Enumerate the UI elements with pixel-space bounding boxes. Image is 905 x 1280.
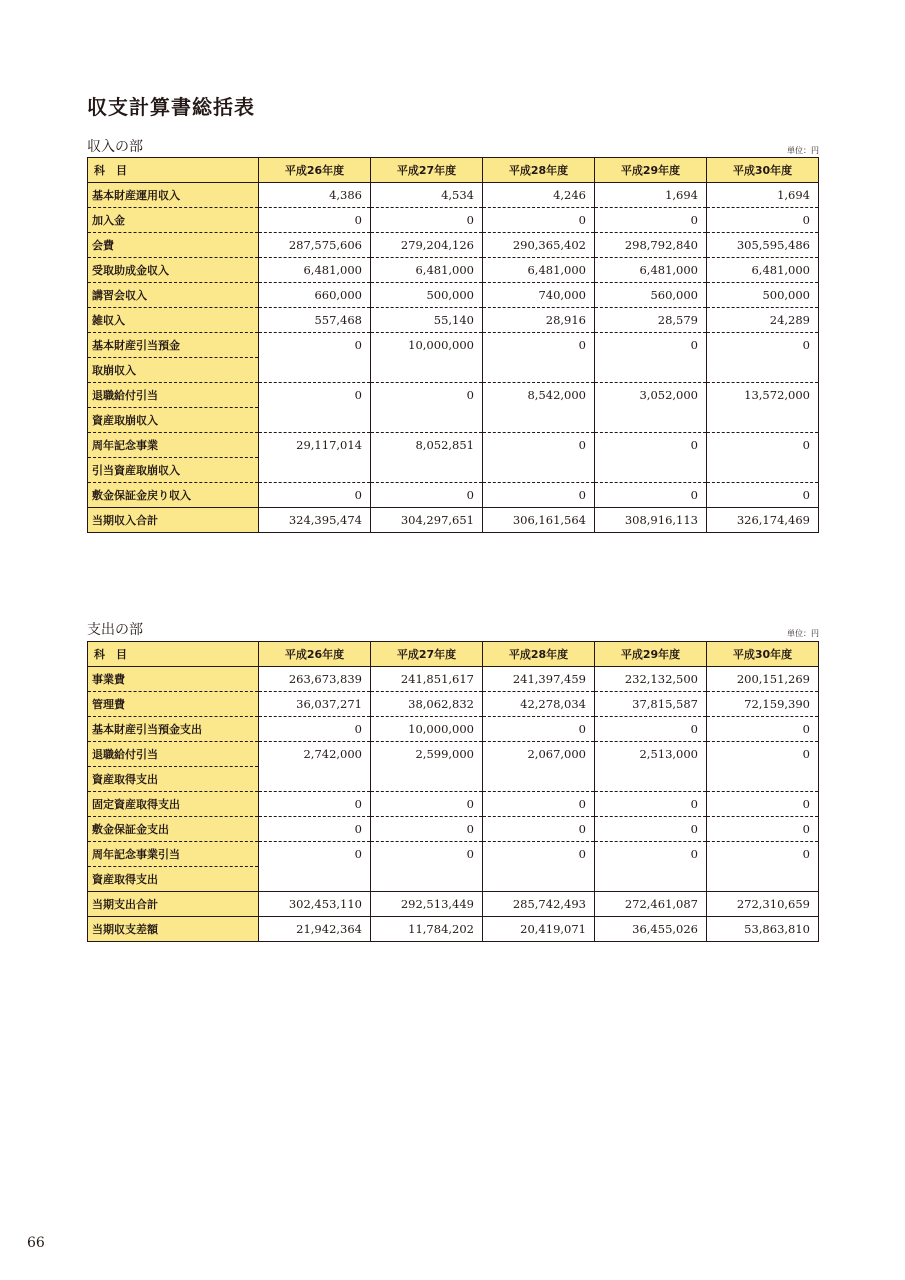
value-cell: 241,397,459 bbox=[483, 667, 595, 692]
value-cell: 0 bbox=[595, 208, 707, 233]
value-cell: 0 bbox=[483, 483, 595, 508]
value-cell: 298,792,840 bbox=[595, 233, 707, 258]
row-label: 敷金保証金支出 bbox=[88, 817, 259, 842]
value-cell bbox=[371, 767, 483, 792]
value-cell: 0 bbox=[483, 333, 595, 358]
year-header: 平成30年度 bbox=[707, 158, 819, 183]
total-value-cell: 306,161,564 bbox=[483, 508, 595, 533]
value-cell: 2,599,000 bbox=[371, 742, 483, 767]
value-cell: 29,117,014 bbox=[259, 433, 371, 458]
value-cell bbox=[259, 867, 371, 892]
year-header: 平成30年度 bbox=[707, 642, 819, 667]
value-cell: 263,673,839 bbox=[259, 667, 371, 692]
total-row bbox=[88, 508, 819, 533]
value-cell: 0 bbox=[483, 433, 595, 458]
value-cell: 279,204,126 bbox=[371, 233, 483, 258]
value-cell: 0 bbox=[259, 383, 371, 408]
value-cell bbox=[595, 458, 707, 483]
balance-value-cell: 11,784,202 bbox=[371, 917, 483, 942]
value-cell: 6,481,000 bbox=[483, 258, 595, 283]
value-cell: 0 bbox=[259, 717, 371, 742]
row-label: 受取助成金収入 bbox=[88, 258, 259, 283]
value-cell: 0 bbox=[259, 333, 371, 358]
table-row bbox=[88, 458, 819, 483]
value-cell: 0 bbox=[259, 817, 371, 842]
value-cell: 0 bbox=[707, 717, 819, 742]
balance-value-cell: 53,863,810 bbox=[707, 917, 819, 942]
row-label: 基本財産運用収入 bbox=[88, 183, 259, 208]
value-cell bbox=[259, 408, 371, 433]
year-header: 平成28年度 bbox=[483, 642, 595, 667]
total-label: 当期支出合計 bbox=[88, 892, 259, 917]
row-label: 周年記念事業 bbox=[88, 433, 259, 458]
value-cell bbox=[707, 767, 819, 792]
value-cell: 37,815,587 bbox=[595, 692, 707, 717]
value-cell: 0 bbox=[595, 333, 707, 358]
value-cell: 1,694 bbox=[595, 183, 707, 208]
value-cell bbox=[371, 458, 483, 483]
value-cell bbox=[595, 408, 707, 433]
total-value-cell: 326,174,469 bbox=[707, 508, 819, 533]
value-cell bbox=[259, 458, 371, 483]
table-row bbox=[88, 233, 819, 258]
value-cell: 0 bbox=[371, 383, 483, 408]
value-cell: 0 bbox=[707, 208, 819, 233]
value-cell: 0 bbox=[707, 792, 819, 817]
page-title: 収支計算書総括表 bbox=[87, 95, 255, 119]
row-label: 引当資産取崩収入 bbox=[88, 458, 259, 483]
value-cell: 200,151,269 bbox=[707, 667, 819, 692]
value-cell bbox=[707, 408, 819, 433]
row-label: 雑収入 bbox=[88, 308, 259, 333]
income-table bbox=[87, 157, 819, 533]
value-cell: 2,513,000 bbox=[595, 742, 707, 767]
expense-table bbox=[87, 641, 819, 942]
total-value-cell: 272,461,087 bbox=[595, 892, 707, 917]
total-value-cell: 304,297,651 bbox=[371, 508, 483, 533]
value-cell: 500,000 bbox=[707, 283, 819, 308]
value-cell: 6,481,000 bbox=[595, 258, 707, 283]
value-cell: 10,000,000 bbox=[371, 717, 483, 742]
value-cell: 0 bbox=[371, 817, 483, 842]
table-row bbox=[88, 867, 819, 892]
value-cell: 72,159,390 bbox=[707, 692, 819, 717]
value-cell: 0 bbox=[371, 208, 483, 233]
value-cell: 0 bbox=[707, 742, 819, 767]
table-row bbox=[88, 433, 819, 458]
value-cell: 560,000 bbox=[595, 283, 707, 308]
balance-row bbox=[88, 917, 819, 942]
row-label: 会費 bbox=[88, 233, 259, 258]
value-cell: 0 bbox=[371, 483, 483, 508]
table-row bbox=[88, 383, 819, 408]
value-cell: 6,481,000 bbox=[707, 258, 819, 283]
value-cell: 0 bbox=[595, 817, 707, 842]
value-cell: 0 bbox=[595, 717, 707, 742]
value-cell bbox=[371, 408, 483, 433]
value-cell bbox=[595, 767, 707, 792]
row-label: 資産取得支出 bbox=[88, 767, 259, 792]
table-row bbox=[88, 333, 819, 358]
value-cell: 0 bbox=[483, 817, 595, 842]
value-cell: 0 bbox=[483, 792, 595, 817]
table-row bbox=[88, 692, 819, 717]
value-cell: 4,386 bbox=[259, 183, 371, 208]
table-row bbox=[88, 792, 819, 817]
value-cell: 0 bbox=[483, 717, 595, 742]
year-header: 平成28年度 bbox=[483, 158, 595, 183]
expense-section-title: 支出の部 bbox=[87, 622, 143, 638]
value-cell: 8,052,851 bbox=[371, 433, 483, 458]
value-cell: 0 bbox=[259, 483, 371, 508]
table-row bbox=[88, 183, 819, 208]
value-cell: 0 bbox=[707, 433, 819, 458]
value-cell: 4,246 bbox=[483, 183, 595, 208]
value-cell bbox=[483, 358, 595, 383]
value-cell bbox=[707, 358, 819, 383]
value-cell: 28,579 bbox=[595, 308, 707, 333]
value-cell: 36,037,271 bbox=[259, 692, 371, 717]
total-value-cell: 324,395,474 bbox=[259, 508, 371, 533]
value-cell bbox=[483, 767, 595, 792]
year-header: 平成26年度 bbox=[259, 642, 371, 667]
value-cell: 2,067,000 bbox=[483, 742, 595, 767]
value-cell: 4,534 bbox=[371, 183, 483, 208]
value-cell: 10,000,000 bbox=[371, 333, 483, 358]
value-cell: 6,481,000 bbox=[259, 258, 371, 283]
value-cell bbox=[371, 358, 483, 383]
expense-unit-label: 単位：円 bbox=[787, 629, 819, 638]
row-label: 取崩収入 bbox=[88, 358, 259, 383]
value-cell: 3,052,000 bbox=[595, 383, 707, 408]
label-column-header: 科 目 bbox=[88, 642, 259, 667]
table-row bbox=[88, 767, 819, 792]
value-cell: 0 bbox=[259, 842, 371, 867]
table-row bbox=[88, 817, 819, 842]
row-label: 固定資産取得支出 bbox=[88, 792, 259, 817]
value-cell bbox=[259, 767, 371, 792]
value-cell: 232,132,500 bbox=[595, 667, 707, 692]
value-cell: 500,000 bbox=[371, 283, 483, 308]
value-cell: 287,575,606 bbox=[259, 233, 371, 258]
row-label: 管理費 bbox=[88, 692, 259, 717]
value-cell: 2,742,000 bbox=[259, 742, 371, 767]
value-cell: 38,062,832 bbox=[371, 692, 483, 717]
balance-value-cell: 20,419,071 bbox=[483, 917, 595, 942]
value-cell: 740,000 bbox=[483, 283, 595, 308]
value-cell: 0 bbox=[707, 333, 819, 358]
year-header: 平成29年度 bbox=[595, 642, 707, 667]
row-label: 資産取崩収入 bbox=[88, 408, 259, 433]
value-cell: 0 bbox=[707, 817, 819, 842]
row-label: 退職給付引当 bbox=[88, 383, 259, 408]
table-row bbox=[88, 717, 819, 742]
value-cell bbox=[595, 358, 707, 383]
table-row bbox=[88, 667, 819, 692]
total-value-cell: 302,453,110 bbox=[259, 892, 371, 917]
value-cell bbox=[707, 867, 819, 892]
value-cell bbox=[483, 867, 595, 892]
row-label: 事業費 bbox=[88, 667, 259, 692]
label-column-header: 科 目 bbox=[88, 158, 259, 183]
table-row bbox=[88, 742, 819, 767]
balance-value-cell: 36,455,026 bbox=[595, 917, 707, 942]
total-value-cell: 285,742,493 bbox=[483, 892, 595, 917]
value-cell: 557,468 bbox=[259, 308, 371, 333]
row-label: 退職給付引当 bbox=[88, 742, 259, 767]
value-cell: 0 bbox=[595, 483, 707, 508]
total-value-cell: 308,916,113 bbox=[595, 508, 707, 533]
value-cell bbox=[483, 458, 595, 483]
value-cell: 0 bbox=[259, 792, 371, 817]
total-value-cell: 272,310,659 bbox=[707, 892, 819, 917]
row-label: 周年記念事業引当 bbox=[88, 842, 259, 867]
value-cell: 0 bbox=[371, 842, 483, 867]
table-row bbox=[88, 842, 819, 867]
value-cell: 0 bbox=[707, 483, 819, 508]
value-cell bbox=[483, 408, 595, 433]
value-cell: 13,572,000 bbox=[707, 383, 819, 408]
table-row bbox=[88, 283, 819, 308]
value-cell bbox=[259, 358, 371, 383]
value-cell: 305,595,486 bbox=[707, 233, 819, 258]
year-header: 平成27年度 bbox=[371, 158, 483, 183]
table-row bbox=[88, 483, 819, 508]
income-section-title: 収入の部 bbox=[87, 139, 143, 155]
value-cell bbox=[595, 867, 707, 892]
page-number: 66 bbox=[27, 1235, 45, 1251]
row-label: 敷金保証金戻り収入 bbox=[88, 483, 259, 508]
value-cell: 28,916 bbox=[483, 308, 595, 333]
value-cell: 0 bbox=[259, 208, 371, 233]
balance-value-cell: 21,942,364 bbox=[259, 917, 371, 942]
year-header: 平成29年度 bbox=[595, 158, 707, 183]
balance-label: 当期収支差額 bbox=[88, 917, 259, 942]
income-header-row bbox=[88, 158, 819, 183]
row-label: 加入金 bbox=[88, 208, 259, 233]
total-value-cell: 292,513,449 bbox=[371, 892, 483, 917]
table-row bbox=[88, 358, 819, 383]
row-label: 講習会収入 bbox=[88, 283, 259, 308]
table-row bbox=[88, 408, 819, 433]
value-cell: 290,365,402 bbox=[483, 233, 595, 258]
value-cell: 0 bbox=[483, 208, 595, 233]
row-label: 基本財産引当預金支出 bbox=[88, 717, 259, 742]
value-cell: 0 bbox=[595, 792, 707, 817]
total-row bbox=[88, 892, 819, 917]
value-cell bbox=[707, 458, 819, 483]
value-cell: 24,289 bbox=[707, 308, 819, 333]
table-row bbox=[88, 208, 819, 233]
row-label: 資産取得支出 bbox=[88, 867, 259, 892]
row-label: 基本財産引当預金 bbox=[88, 333, 259, 358]
year-header: 平成26年度 bbox=[259, 158, 371, 183]
value-cell: 0 bbox=[707, 842, 819, 867]
value-cell: 6,481,000 bbox=[371, 258, 483, 283]
value-cell: 1,694 bbox=[707, 183, 819, 208]
value-cell: 241,851,617 bbox=[371, 667, 483, 692]
value-cell: 8,542,000 bbox=[483, 383, 595, 408]
value-cell: 42,278,034 bbox=[483, 692, 595, 717]
value-cell: 0 bbox=[483, 842, 595, 867]
income-unit-label: 単位：円 bbox=[787, 146, 819, 155]
value-cell: 0 bbox=[595, 842, 707, 867]
total-label: 当期収入合計 bbox=[88, 508, 259, 533]
expense-header-row bbox=[88, 642, 819, 667]
table-row bbox=[88, 258, 819, 283]
value-cell bbox=[371, 867, 483, 892]
value-cell: 0 bbox=[595, 433, 707, 458]
year-header: 平成27年度 bbox=[371, 642, 483, 667]
value-cell: 55,140 bbox=[371, 308, 483, 333]
value-cell: 0 bbox=[371, 792, 483, 817]
table-row bbox=[88, 308, 819, 333]
value-cell: 660,000 bbox=[259, 283, 371, 308]
